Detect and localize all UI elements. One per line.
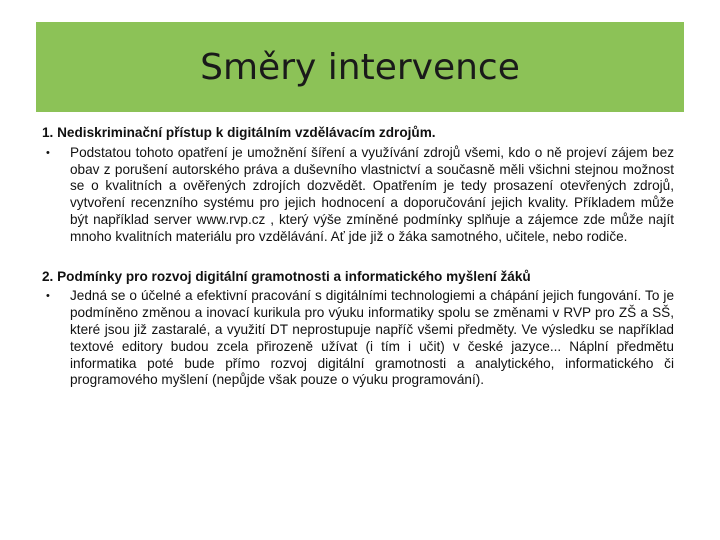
bullet-text: Jedná se o účelné a efektivní pracování s digitálními technologiemi a chápání jejich fungování. To je podmíněno změnou a inovací kurikula pro výuku informatiky spolu se změnami v RVP pro ZŠ a SŠ, které jsou již zastaralé, a využití DT neprostupuje napříč všemi předměty. Ve výsledku se například textové editory budou zcela přirozeně užívat (i tím i učit) v české jazyce... Náplní předmětu informatika poté bude přímo rozvoj digitální gramotnosti a analytického, informatického či programového myšlení (nepůjde však pouze o výuku programování). <box>70 288 674 388</box>
slide-title: Směry intervence <box>200 46 520 88</box>
section-heading: 2. Podmínky pro rozvoj digitální gramotnosti a informatického myšlení žáků <box>42 268 531 284</box>
section-1 <box>42 125 674 246</box>
section-heading: 1. Nediskriminační přístup k digitálním vzdělávacím zdrojům. <box>42 125 436 140</box>
section-2 <box>42 269 674 390</box>
bullet-item <box>42 145 674 246</box>
slide-title-bar <box>36 22 684 112</box>
bullet-text: Podstatou tohoto opatření je umožnění šíření a využívání zdrojů všemi, kdo o ně projeví zájem bez obav z porušení autorského práva a duševního vlastnictví a současně měli všichni stejnou možnost se o kvalitních a ověřených zdrojích dozvědět. Opatřením je tedy prosazení otevřených zdrojů, vytvoření recenzního systému pro jejich hodnocení a doporučování jejich kvality. Příkladem může být například server www.rvp.cz , který výše zmíněné podmínky splňuje a zájemce zde může najít mnoho kvalitních materiálu pro vzdělávání. Ať jde již o žáka samotného, učitele, nebo rodiče. <box>70 144 674 244</box>
slide-content <box>42 125 674 389</box>
bullet-item <box>42 288 674 389</box>
bullet-icon: • <box>46 290 50 303</box>
bullet-icon: • <box>46 146 50 159</box>
